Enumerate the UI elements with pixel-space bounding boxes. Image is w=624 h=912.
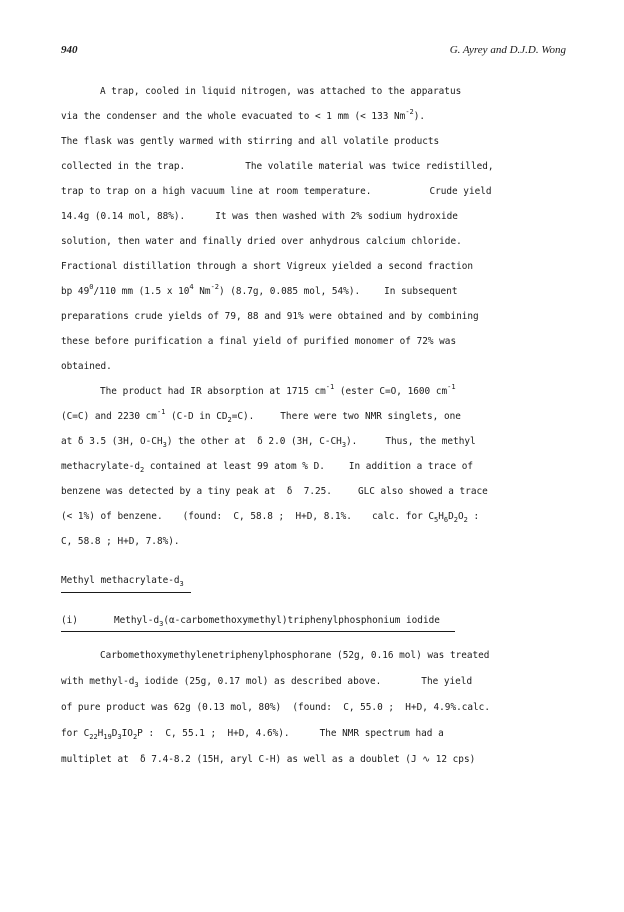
text-line: (C=C) and 2230 $cm^{-1}$ (C-D in $CD_2=C$). There were two NMR singlets, one <box>61 408 461 424</box>
text-line: obtained. <box>61 361 112 372</box>
text-line: for $C_{22}H_{19}D_3IO_2P$ : C, 55.1 ; H+D, 4.6%). The NMR spectrum had a <box>61 728 444 741</box>
page-header <box>61 44 566 58</box>
text-line: Carbomethoxymethylenetriphenylphosphorane (52g, 0.16 mol) was treated <box>100 650 490 661</box>
text-line: collected in the trap. The volatile material was twice redistilled, <box>61 161 494 172</box>
text-line: at δ 3.5 (3H, $O-CH_3$) the other at δ 2.0 (3H, $C-CH_3$). Thus, the methyl <box>61 436 476 449</box>
text-line: The product had IR absorption at 1715 $cm^{-1}$ (ester C=O, 1600 $cm^{-1}$ <box>100 383 456 397</box>
text-line: Fractional distillation through a short Vigreux yielded a second fraction <box>61 261 474 272</box>
text-line: of pure product was 62g (0.13 mol, 80%) (found: C, 55.0 ; H+D, 4.9%.calc. <box>61 702 490 713</box>
subheading: (i) Methyl-$d_3(\alpha-carbomethoxymethyl)triphenylphosphonium$ iodide <box>61 615 440 628</box>
text-line: with methyl-$d_3$ iodide (25g, 0.17 mol) as described above. The yield <box>61 676 473 689</box>
text-line: preparations crude yields of 79, 88 and 91% were obtained and by combining <box>61 311 479 322</box>
text-line: methacrylate-$d_2$ contained at least 99 atom % D. In addition a trace of <box>61 461 474 474</box>
text-line: 14.4g (0.14 mol, 88%). It was then washed with 2% sodium hydroxide <box>61 211 458 222</box>
text-line: The flask was gently warmed with stirring and all volatile products <box>61 136 440 147</box>
text-line: via the condenser and the whole evacuated to < 1 mm (< 133 $Nm^{-2}$). <box>61 108 426 122</box>
text-line: bp $49^0/110$ mm (1.5 x $10^4$ $Nm^{-2}$) (8.7g, 0.085 mol, 54%). In subsequent <box>61 283 458 297</box>
running-head: G. Ayrey and D.J.D. Wong <box>449 44 566 56</box>
text-line: trap to trap on a high vacuum line at room temperature. Crude yield <box>61 186 492 197</box>
text-line: A trap, cooled in liquid nitrogen, was attached to the apparatus <box>100 86 462 97</box>
section-heading: Methyl methacrylate-$d_3$ <box>61 575 184 588</box>
text-line: benzene was detected by a tiny peak at δ 7.25. GLC also showed a trace <box>61 486 488 497</box>
text-line: C, 58.8 ; H+D, 7.8%). <box>61 536 180 547</box>
section-heading-underline <box>61 592 191 593</box>
text-line: solution, then water and finally dried over anhydrous calcium chloride. <box>61 236 462 247</box>
subheading-underline <box>61 631 455 632</box>
text-line: multiplet at δ 7.4-8.2 (15H, aryl C-H) as well as a doublet (J ∿ 12 cps) <box>61 754 476 765</box>
text-line: (< 1%) of benzene. (found: C, 58.8 ; H+D, 8.1%. calc. for $C_5H_6D_2O_2$ : <box>61 511 480 524</box>
text-line: these before purification a final yield of purified monomer of 72% was <box>61 336 457 347</box>
page-number: 940 <box>61 44 78 56</box>
